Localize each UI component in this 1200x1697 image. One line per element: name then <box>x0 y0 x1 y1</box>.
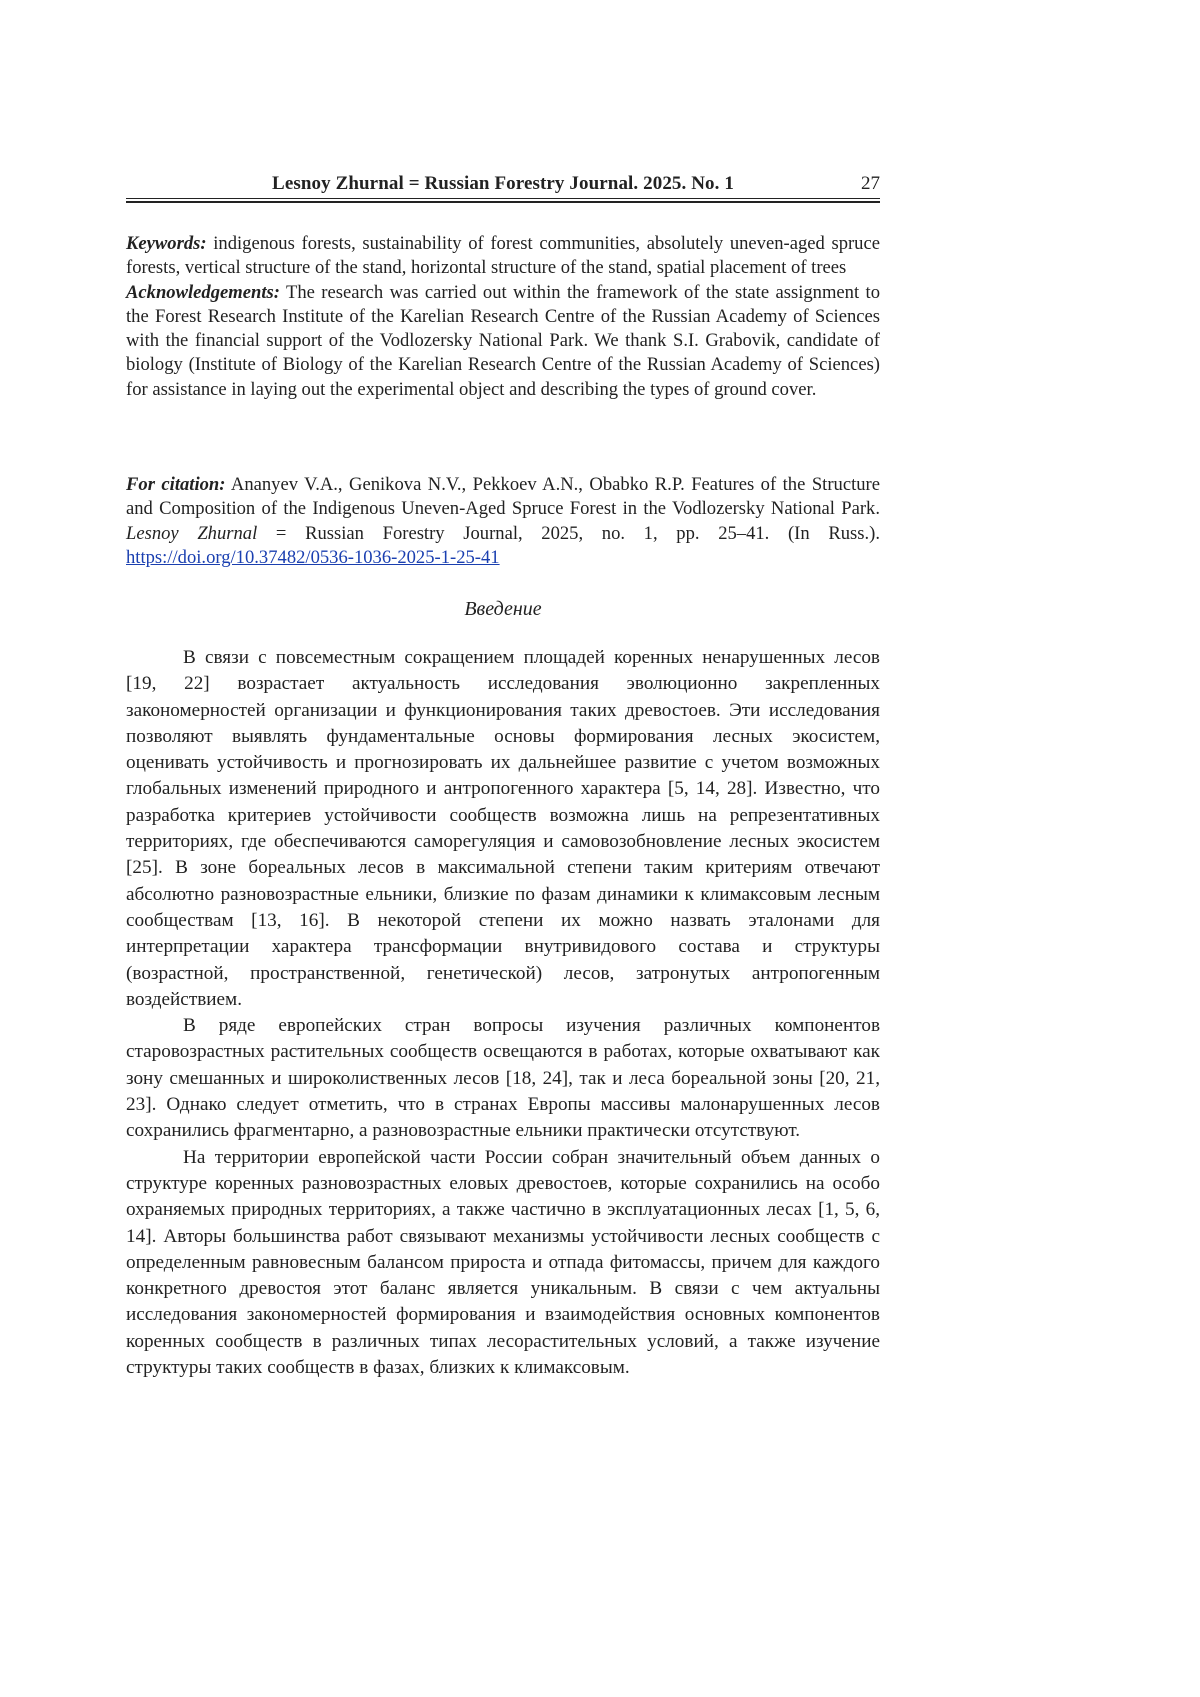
running-title: Lesnoy Zhurnal = Russian Forestry Journal. 2025. No. 1 <box>272 173 734 194</box>
keywords-text: indigenous forests, sustainability of forest communities, absolutely uneven-aged spruce forests, vertical structure of the stand, horizontal structure of the stand, spatial placement of trees <box>126 233 880 279</box>
article-metadata <box>126 232 880 402</box>
header-rule-thin <box>126 198 880 199</box>
header-rule-thick <box>126 201 880 203</box>
keywords-paragraph <box>126 232 880 281</box>
citation-label: For citation: <box>126 474 226 495</box>
running-head <box>126 172 880 196</box>
section-title: Введение <box>464 598 542 620</box>
citation-journal-name: Lesnoy Zhurnal <box>126 522 258 544</box>
citation-text-after: = Russian Forestry Journal, 2025, no. 1, pp. 25–41. (In Russ.). <box>257 522 880 544</box>
acknowledgements-text: The research was carried out within the framework of the state assignment to the Forest Research Institute of the Karelian Research Centre of the Russian Academy of Sciences with the financial support of the Vodlozersky National Park. We thank S.I. Grabovik, candidate of biology (Institute of Biology of the Karelian Research Centre of the Russian Academy of Sciences) for assistance in laying out the experimental object and describing the types of ground cover. <box>126 281 880 400</box>
doi-link[interactable]: https://doi.org/10.37482/0536-1036-2025-1-25-41 <box>126 546 500 568</box>
acknowledgements-label: Acknowledgements: <box>126 281 280 303</box>
body-paragraph: В ряде европейских стран вопросы изучения различных компонентов старовозрастных растительных сообществ освещаются в работах, которые охватывают как зону смешанных и широколиственных лесов [18, 24], так и леса бореальной зоны [20, 21, 23]. Однако следует отметить, что в странах Европы массивы малонарушенных лесов сохранились фрагментарно, а разновозрастные ельники практически отсутствуют. <box>126 1015 880 1142</box>
citation-block <box>126 473 880 570</box>
body-paragraph: В связи с повсеместным сокращением площадей коренных ненарушенных лесов [19, 22] возрастает актуальность исследования эволюционно закрепленных закономерностей организации и функционирования таких древостоев. Эти исследования позволяют выявлять фундаментальные основы формирования лесных экосистем, оценивать устойчивость и прогнозировать их дальнейшее развитие с учетом возможных глобальных изменений природного и антропогенного характера [5, 14, 28]. Известно, что разработка критериев устойчивости сообществ возможна лишь на репрезентативных территориях, где обеспечиваются саморегуляция и самовозобновление лесных экосистем [25]. В зоне бореальных лесов в максимальной степени таким критериям отвечают абсолютно разновозрастные ельники, близкие по фазам динамики к климаксовым лесным сообществам [13, 16]. В некоторой степени их можно назвать эталонами для интерпретации характера трансформации внутривидового состава и структуры (возрастной, пространственной, генетической) лесов, затронутых антропогенным воздействием. <box>126 647 880 1010</box>
body-paragraph: На территории европейской части России собран значительный объем данных о структуре коренных разновозрастных еловых древостоев, которые сохранились на особо охраняемых природных территориях, а также частично в эксплуатационных лесах [1, 5, 6, 14]. Авторы большинства работ связывают механизмы устойчивости лесных сообществ с определенным равновесным балансом прироста и отпада фитомассы, причем для каждого конкретного древостоя этот баланс является уникальным. В связи с чем актуальны исследования закономерностей формирования и взаимодействия основных компонентов коренных сообществ в различных типах лесорастительных условий, а также изучение структуры таких сообществ в фазах, близких к климаксовым. <box>126 1146 880 1379</box>
body-text <box>126 645 880 1381</box>
keywords-label: Keywords: <box>126 233 207 254</box>
page-number: 27 <box>861 173 880 194</box>
citation-text: Ananyev V.A., Genikova N.V., Pekkoev A.N., Obabko R.P. Features of the Structure and Composition of the Indigenous Uneven-Aged Spruce Forest in the Vodlozersky National Park. <box>126 474 880 520</box>
acknowledgements-paragraph <box>126 281 880 402</box>
